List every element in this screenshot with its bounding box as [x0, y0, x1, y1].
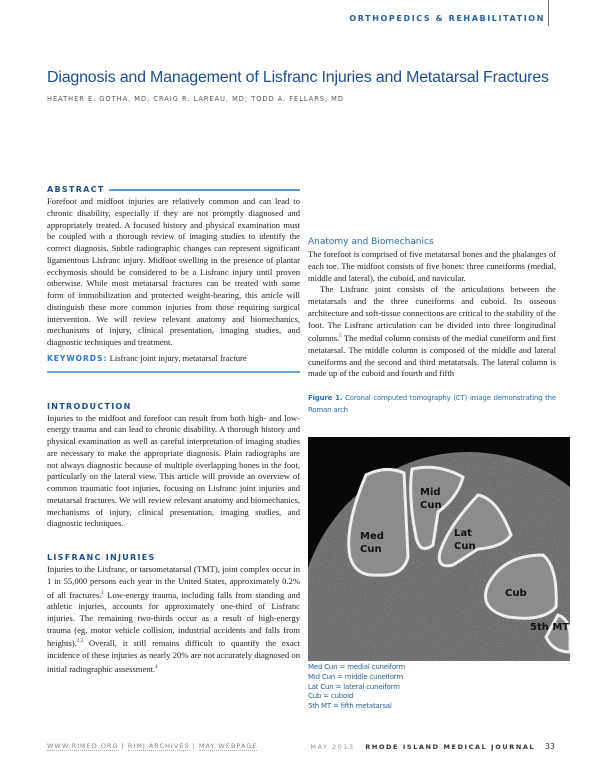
footer-sep: |	[118, 742, 128, 750]
figure-legend	[308, 663, 405, 712]
anatomy-paragraph-1: The forefoot is comprised of five metatarsal bones and the phalanges of each toe. The midfoot consists of five bones: three cuneiforms (medial, middle and lateral), the cuboid, and navicular.	[308, 249, 556, 283]
label-cub: Cub	[505, 588, 527, 599]
lisfranc-text-1: Injuries to the Lisfranc, or tarsometatarsal (TMT), joint complex occur in 1 in 55,000 persons each year in the United States, approximately 0.2% of all fractures.	[47, 564, 300, 600]
anatomy-paragraph-2	[308, 284, 556, 380]
lisfranc-text-2: Low-energy trauma, including falls from standing and athletic injuries, accounts for approximately one-third of Lisfranc injuries. The remaining two-thirds occur as a result of high-energy trauma (eg, motor vehicle collision, industrial accidents and falls from heights).	[47, 589, 300, 649]
legend-item: 5th MT = fifth metatarsal	[308, 702, 392, 711]
label-mid-cun-2: Cun	[420, 500, 442, 511]
anatomy-text-2a: The Lisfranc joint consists of the articulations between the metatarsals and the three cuneiforms and cuboid. Its osseous architecture and soft-tissue connections are critical to the stability of the foot. The Lisfranc articulation can be divided into three longitudinal columns.	[308, 284, 556, 344]
page-number: 33	[544, 742, 555, 751]
link-rimed[interactable]: WWW.RIMED.ORG	[47, 742, 119, 750]
abstract-heading: ABSTRACT	[47, 185, 105, 194]
article-title: Diagnosis and Management of Lisfranc Injuries and Metatarsal Fractures	[47, 69, 549, 86]
ct-image	[308, 437, 570, 661]
introduction-body: Injuries to the midfoot and forefoot can result from both high- and low-energy trauma and can lead to chronic disability. A thorough history and physical examination as well as careful interpretation of imaging studies are necessary to make the appropriate diagnosis. Plain radiographs are not always diagnostic because of multiple overlapping bones in the foot, particularly on the lateral view. This article will provide an overview of common traumatic foot injuries, focusing on Lisfranc joint injuries and metatarsal fractures. We will review relevant anatomy and biomechanics, mechanisms of injury, clinical presentation, imaging studies, and diagnostic techniques.	[47, 412, 300, 529]
legend-item: Cub = cuboid	[308, 692, 354, 701]
keywords	[47, 353, 300, 365]
anatomy-heading: Anatomy and Biomechanics	[308, 237, 434, 247]
footer-links	[47, 742, 257, 750]
lisfranc-heading: LISFRANC INJURIES	[47, 553, 156, 562]
link-may-webpage[interactable]: MAY WEBPAGE	[198, 742, 258, 750]
lisfranc-body	[47, 564, 300, 675]
section-tag: ORTHOPEDICS & REHABILITATION	[349, 14, 545, 23]
ref-3[interactable]: 4	[155, 664, 158, 670]
abstract-body: Forefoot and midfoot injuries are relatively common and can lead to chronic disability, especially if they are not promptly diagnosed and appropriately treated. A focused history and physical examination must be coupled with a thorough review of imaging studies to identify the correct diagnosis. Subtle radiographic changes can represent significant ligamentous Lisfranc injury. Midfoot swelling in the presence of plantar ecchymosis should be considered to be a Lisfranc injury until proven otherwise. While most metatarsal fractures can be treated with some form of immobilization and protected weight-bearing, this article will distinguish these more common injuries from those requiring surgical intervention. We will review relevant anatomy and biomechanics, mechanisms of injury, clinical presentation, imaging studies, and diagnostic techniques and treatment.	[47, 196, 300, 347]
anatomy-text-2b: The medial column consists of the medial cuneiform and first metatarsal. The middle column is composed of the middle and lateral cuneiforms and the second and third metatarsals. The lateral column is made up of the cuboid and fourth and fifth	[308, 333, 556, 379]
label-lat-cun-2: Cun	[454, 541, 476, 552]
keywords-label: KEYWORDS:	[47, 353, 108, 363]
footer-sep: |	[189, 742, 199, 750]
label-lat-cun: Lat	[454, 528, 472, 539]
label-med-cun-2: Cun	[360, 544, 382, 555]
article-authors: HEATHER E. GOTHA, MD; CRAIG R. LAREAU, MD; TODD A. FELLARS, MD	[47, 95, 344, 103]
footer-journal-name: RHODE ISLAND MEDICAL JOURNAL	[365, 743, 536, 751]
ref-2[interactable]: 2,3	[76, 639, 84, 645]
footer-date: MAY 2013	[310, 743, 355, 751]
keywords-text: Lisfranc joint injury, metatarsal fracture	[109, 352, 247, 363]
figure-caption-text: Coronal computed tomography (CT) image demonstrating the Roman arch	[308, 394, 556, 415]
abstract-heading-row	[47, 184, 300, 196]
footer-journal	[310, 742, 555, 751]
figure-label: Figure 1.	[308, 394, 343, 403]
introduction-heading: INTRODUCTION	[47, 401, 132, 411]
right-column	[308, 236, 556, 416]
link-rimj-archives[interactable]: RIMJ ARCHIVES	[127, 742, 190, 750]
abstract-rule	[109, 189, 300, 191]
abstract-bottom-rule	[47, 371, 300, 373]
figure-caption	[308, 392, 556, 416]
legend-item: Med Cun = medial cuneiform	[308, 663, 406, 671]
left-column	[47, 184, 300, 675]
label-mid-cun: Mid	[420, 487, 441, 498]
lisfranc-text-3: Overall, it still remains difficult to quantify the exact incidence of these injuries as nearly 20% are not accurately diagnosed on initial radiographic assessment.	[47, 638, 300, 674]
label-med-cun: Med	[360, 531, 384, 542]
header-divider	[548, 0, 549, 26]
ref-5[interactable]: 5	[339, 334, 342, 340]
label-fifth-mt: 5th MT	[530, 622, 570, 633]
ref-1[interactable]: 1	[101, 590, 104, 596]
legend-item: Lat Cun = lateral cuneiform	[308, 682, 400, 691]
legend-item: Mid Cun = middle cuneiform	[308, 672, 403, 681]
